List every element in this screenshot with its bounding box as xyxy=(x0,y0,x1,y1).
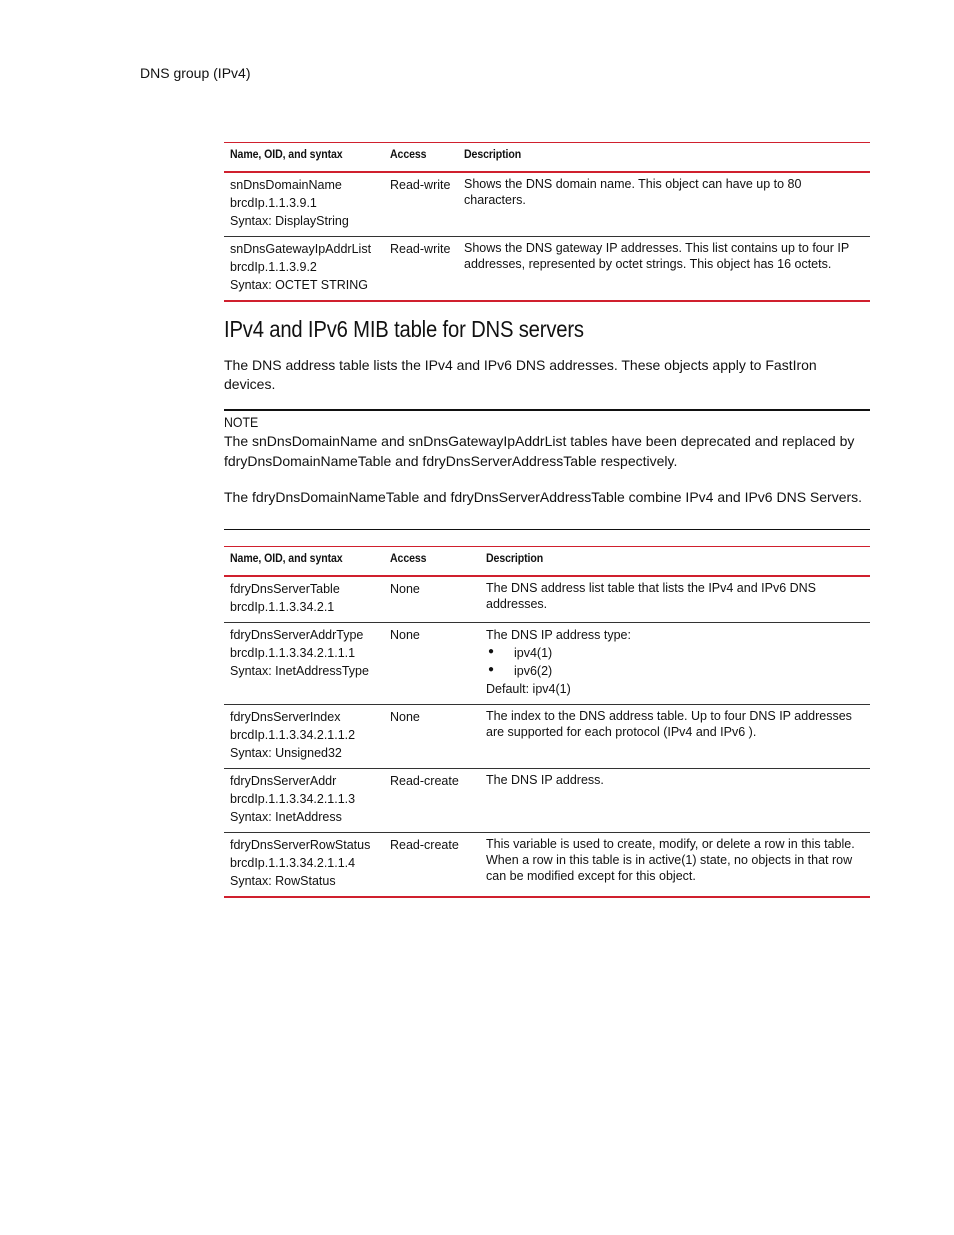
object-name: fdryDnsServerTable xyxy=(230,582,340,596)
list-item: ● ipv4(1) xyxy=(486,644,864,662)
object-name: fdryDnsServerRowStatus xyxy=(230,838,371,852)
description-cell: The DNS IP address. xyxy=(486,773,604,787)
access-cell: None xyxy=(390,710,420,724)
name-cell xyxy=(224,172,384,237)
access-cell: Read-write xyxy=(390,178,451,192)
object-name: snDnsGatewayIpAddrList xyxy=(230,242,372,256)
object-name: snDnsDomainName xyxy=(230,178,342,192)
object-oid: brcdIp.1.1.3.34.2.1.1.4 xyxy=(230,856,356,870)
table-header-row xyxy=(224,143,870,173)
object-syntax: Syntax: OCTET STRING xyxy=(230,278,368,292)
object-syntax: Syntax: InetAddressType xyxy=(230,664,369,678)
default-value: Default: ipv4(1) xyxy=(486,682,571,696)
object-name: fdryDnsServerAddr xyxy=(230,774,337,788)
object-syntax: Syntax: InetAddress xyxy=(230,810,342,824)
description-cell: The DNS address list table that lists the IPv4 and IPv6 DNS addresses. xyxy=(486,581,817,611)
bullet-list xyxy=(486,644,864,680)
name-cell xyxy=(224,833,384,898)
access-cell: None xyxy=(390,628,420,642)
table-row xyxy=(224,833,870,898)
section-heading: IPv4 and IPv6 MIB table for DNS servers xyxy=(224,316,584,342)
column-header-name: Name, OID, and syntax xyxy=(230,147,343,161)
column-header-description: Description xyxy=(464,147,522,161)
table-row xyxy=(224,237,870,302)
object-name: fdryDnsServerAddrType xyxy=(230,628,364,642)
table-row xyxy=(224,769,870,833)
table-row xyxy=(224,623,870,705)
object-oid: brcdIp.1.1.3.9.1 xyxy=(230,196,317,210)
access-cell: Read-create xyxy=(390,774,459,788)
table-row xyxy=(224,576,870,623)
object-name: fdryDnsServerIndex xyxy=(230,710,341,724)
object-syntax: Syntax: RowStatus xyxy=(230,874,336,888)
description-cell: The index to the DNS address table. Up to four DNS IP addresses are supported for each protocol (IPv4 and IPv6 ). xyxy=(486,709,852,739)
dns-server-table xyxy=(224,546,870,898)
description-cell: Shows the DNS gateway IP addresses. This list contains up to four IP addresses, represented by octet strings. This object has 16 octets. xyxy=(464,241,849,271)
description-text: The DNS IP address type: xyxy=(486,628,631,642)
column-header-description: Description xyxy=(486,551,544,565)
name-cell xyxy=(224,237,384,302)
table-row xyxy=(224,172,870,237)
dns-group-table xyxy=(224,142,870,302)
object-syntax: Syntax: Unsigned32 xyxy=(230,746,342,760)
access-cell: Read-write xyxy=(390,242,451,256)
description-cell: Shows the DNS domain name. This object can have up to 80 characters. xyxy=(464,177,802,207)
running-head: DNS group (IPv4) xyxy=(140,65,251,81)
column-header-access: Access xyxy=(390,147,427,161)
column-header-access: Access xyxy=(390,551,427,565)
column-header-name: Name, OID, and syntax xyxy=(230,551,343,565)
object-oid: brcdIp.1.1.3.34.2.1.1.2 xyxy=(230,728,356,742)
table-row xyxy=(224,705,870,769)
object-oid: brcdIp.1.1.3.34.2.1.1.1 xyxy=(230,646,356,660)
object-oid: brcdIp.1.1.3.9.2 xyxy=(230,260,317,274)
access-cell: Read-create xyxy=(390,838,459,852)
access-cell: None xyxy=(390,582,420,596)
note-paragraph: The snDnsDomainName and snDnsGatewayIpAddrList tables have been deprecated and replaced by fdryDnsDomainNameTable and fdryDnsServerAddressTable respectively. xyxy=(224,433,855,469)
object-oid: brcdIp.1.1.3.34.2.1.1.3 xyxy=(230,792,356,806)
object-syntax: Syntax: DisplayString xyxy=(230,214,349,228)
section-intro: The DNS address table lists the IPv4 and IPv6 DNS addresses. These objects apply to FastIron devices. xyxy=(224,357,817,392)
name-cell xyxy=(224,576,384,623)
object-oid: brcdIp.1.1.3.34.2.1 xyxy=(230,600,335,614)
list-item: ● ipv6(2) xyxy=(486,662,864,680)
name-cell xyxy=(224,769,384,833)
note-label: NOTE xyxy=(224,414,259,430)
name-cell xyxy=(224,623,384,705)
name-cell xyxy=(224,705,384,769)
description-cell: This variable is used to create, modify, or delete a row in this table. When a row in this table is in active(1) state, no objects in that row can be modified except for this object. xyxy=(486,837,855,883)
note-paragraph: The fdryDnsDomainNameTable and fdryDnsServerAddressTable combine IPv4 and IPv6 DNS Servers. xyxy=(224,489,863,505)
table-header-row xyxy=(224,547,870,577)
note-box xyxy=(224,409,870,530)
description-cell xyxy=(480,623,870,705)
